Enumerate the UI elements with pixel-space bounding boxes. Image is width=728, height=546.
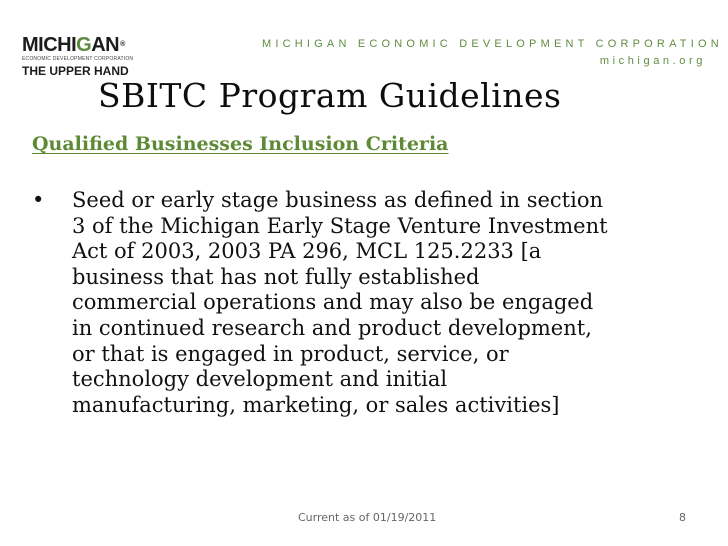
bullet-icon: • [32, 188, 45, 212]
bullet-item [32, 188, 702, 418]
logo-subtitle: ECONOMIC DEVELOPMENT CORPORATION [22, 56, 134, 62]
bullet-line: technology development and initial [72, 367, 448, 392]
bullet-line: 3 of the Michigan Early Stage Venture Investment [72, 213, 608, 238]
footer-date: Current as of 01/19/2011 [298, 511, 437, 524]
bullet-line: or that is engaged in product, service, or [72, 341, 509, 366]
slide-subtitle: Qualified Businesses Inclusion Criteria [32, 133, 449, 155]
bullet-line: in continued research and product development, [72, 315, 592, 340]
bullet-line: Act of 2003, 2003 PA 296, MCL 125.2233 [a [72, 239, 542, 264]
logo-word-arch: G [76, 34, 92, 56]
bullet-list [32, 188, 702, 418]
logo-trademark: ® [120, 41, 125, 48]
organization-name: MICHIGAN ECONOMIC DEVELOPMENT CORPORATION [262, 38, 723, 50]
logo-word-end: AN [91, 34, 120, 56]
bullet-line: business that has not fully established [72, 264, 480, 289]
logo-tagline: THE UPPER HAND [22, 64, 129, 78]
logo-wordmark [22, 34, 125, 56]
bullet-line: Seed or early stage business as defined in section [72, 188, 604, 212]
organization-url: michigan.org [599, 55, 706, 67]
bullet-line: manufacturing, marketing, or sales activities] [72, 392, 560, 417]
page-number: 8 [679, 511, 686, 524]
slide-title: SBITC Program Guidelines [98, 76, 562, 115]
bullet-line: commercial operations and may also be engaged [72, 290, 594, 315]
logo-word-start: MICHI [22, 34, 77, 56]
